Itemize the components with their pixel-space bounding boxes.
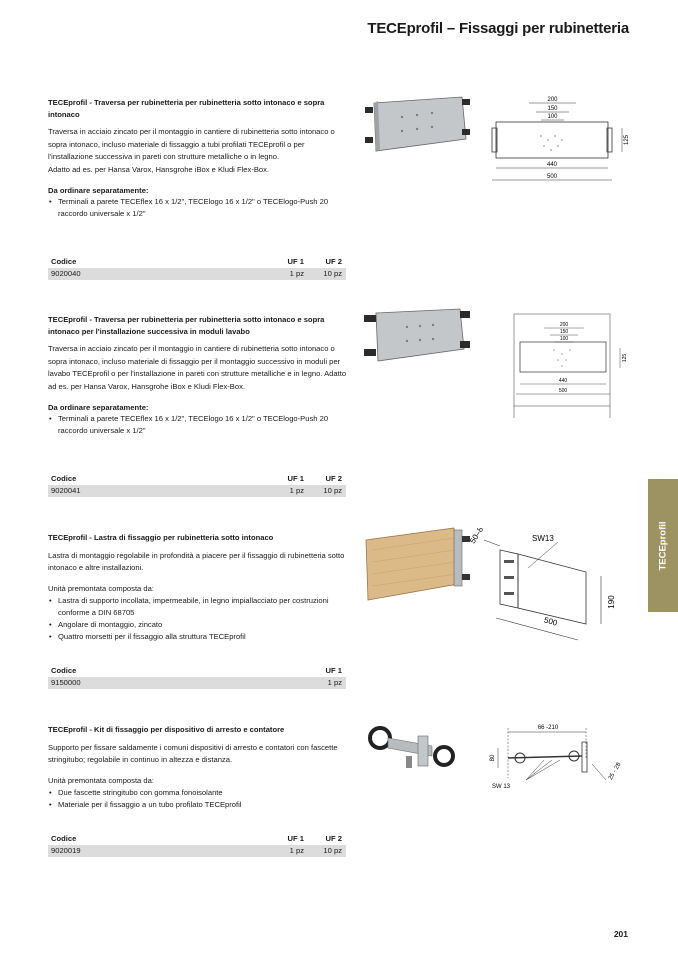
list-item: • Terminali a parete TECEflex 16 x 1/2", TECElogo 16 x 1/2" o TECElogo-Push 20 raccordo universale x 1/2" [48, 196, 348, 220]
dimension-label: 50–80 [468, 528, 488, 546]
code-table [48, 833, 346, 857]
dimension-label: 500 [543, 615, 559, 628]
order-list [48, 196, 348, 220]
dimension-label: 200 [559, 322, 569, 328]
dimension-label: 100 [547, 114, 558, 120]
page-number: 201 [613, 929, 628, 939]
code-table [48, 256, 346, 280]
order-heading: Da ordinare separatamente: [48, 403, 149, 412]
side-tab [648, 479, 678, 612]
technical-drawing [506, 310, 636, 425]
product-section [48, 97, 348, 220]
dimension-label: 25 - 28 [607, 761, 623, 782]
code-table [48, 473, 346, 497]
dimension-label: SW13 [532, 534, 554, 543]
component-list [48, 787, 348, 811]
dimension-label: 66 -210 [537, 725, 559, 731]
dimension-label: 440 [546, 162, 558, 168]
table-header: Codice UF 1 UF 2 [51, 834, 342, 843]
dimension-label: 150 [547, 106, 558, 112]
dimension-label: 200 [547, 97, 558, 103]
product-section [48, 532, 348, 643]
product-section [48, 314, 348, 437]
product-photo [362, 716, 472, 781]
order-heading: Da ordinare separatamente: [48, 186, 149, 195]
dimension-label: 80 [490, 754, 496, 762]
table-row: 9020040 1 pz 10 pz [48, 268, 346, 280]
list-item: • Quattro morsetti per il fissaggio alla struttura TECEprofil [48, 631, 348, 643]
list-item: • Angolare di montaggio, zincato [48, 619, 348, 631]
table-row: 9020019 1 pz 10 pz [48, 845, 346, 857]
table-header: Codice UF 1 [51, 666, 342, 675]
product-photo [362, 95, 472, 165]
list-item: • Lastra di supporto incollata, impermeabile, in legno impiallacciato per costruzioni conforme a DIN 68705 [48, 595, 348, 619]
page-title: TECEprofil – Fissaggi per rubinetteria [367, 20, 629, 37]
dimension-label: 125 [622, 353, 628, 363]
technical-drawing [486, 92, 636, 197]
composed-heading: Unità premontata composta da: [48, 775, 154, 785]
product-section [48, 724, 348, 811]
order-list [48, 413, 348, 437]
list-item: • Materiale per il fissaggio a un tubo profilato TECEprofil [48, 799, 348, 811]
product-description: Traversa in acciaio zincato per il montaggio in cantiere di rubinetteria sotto intonaco o sopra intonaco, incluso materiale di fissaggio a tubi profilati TECEprofil o per l'installazione successiva in pareti con strutture metalliche o in legno. Adatto ad es. per Hansa Varox, Hansgrohe iBox e Kludi Flex-Box. [48, 127, 335, 174]
dimension-label: 190 [607, 595, 616, 609]
list-item: • Terminali a parete TECEflex 16 x 1/2", TECElogo 16 x 1/2" o TECElogo-Push 20 raccordo universale x 1/2" [48, 413, 348, 437]
dimension-label: SW 13 [492, 784, 511, 790]
table-row: 9020041 1 pz 10 pz [48, 485, 346, 497]
product-photo [362, 526, 472, 611]
product-title: TECEprofil - Kit di fissaggio per dispositivo di arresto e contatore [48, 725, 285, 734]
dimension-label: 500 [558, 388, 568, 394]
table-row: 9150000 1 pz [48, 677, 346, 689]
product-photo [362, 305, 472, 375]
product-description: Supporto per fissare saldamente i comuni dispositivi di arresto e contatori con fascette stringitubo; regolabile in continuo in altezza e distanza. [48, 742, 338, 764]
technical-drawing [486, 718, 636, 803]
dimension-label: 125 [624, 134, 630, 146]
product-title: TECEprofil - Traversa per rubinetteria per rubinetteria sotto intonaco e sopra intonaco per l'installazione successiva in moduli lavabo [48, 315, 325, 336]
dimension-label: 440 [558, 378, 568, 384]
product-title: TECEprofil - Traversa per rubinetteria per rubinetteria sotto intonaco e sopra intonaco [48, 98, 325, 119]
code-table [48, 665, 346, 689]
composed-heading: Unità premontata composta da: [48, 583, 154, 593]
technical-drawing [466, 528, 641, 653]
side-tab-label: TECEprofil [657, 520, 669, 571]
dimension-label: 100 [559, 336, 569, 342]
dimension-label: 150 [559, 329, 569, 335]
table-header: Codice UF 1 UF 2 [51, 474, 342, 483]
product-description: Traversa in acciaio zincato per il montaggio in cantiere di rubinetteria sotto intonaco o sopra intonaco, incluso materiale di fissaggio per il montaggio successivo in moduli per lavabo TECEprofil o per l'installazione in pareti con strutture metalliche e in legno. Adatto ad es. per Hansa Varox, Hansgrohe iBox e Kludi Flex-Box. [48, 344, 347, 391]
table-header: Codice UF 1 UF 2 [51, 257, 342, 266]
dimension-label: 500 [546, 174, 558, 180]
product-description: Lastra di montaggio regolabile in profondità a piacere per il fissaggio di rubinetteria sotto intonaco e altre installazioni. [48, 550, 345, 572]
list-item: • Due fascette stringitubo con gomma fonoisolante [48, 787, 348, 799]
product-title: TECEprofil - Lastra di fissaggio per rubinetteria sotto intonaco [48, 533, 274, 542]
component-list [48, 595, 348, 643]
